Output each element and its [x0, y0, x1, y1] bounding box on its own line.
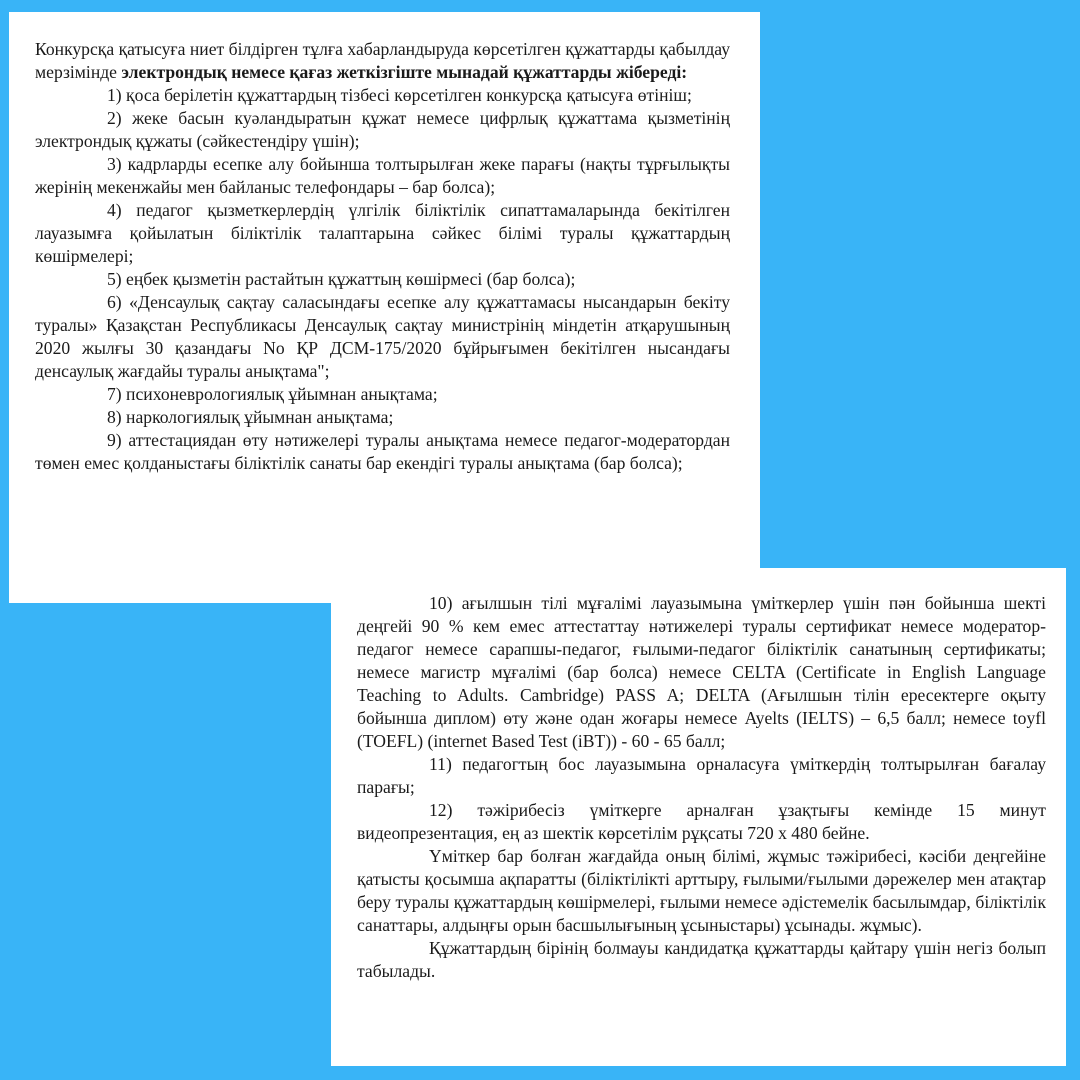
- document-page-top: [9, 12, 760, 603]
- list-item-12: 12) тәжірибесіз үміткерге арналған ұзақтығы кемінде 15 минут видеопрезентация, ең аз шектік көрсетілім рұқсаты 720 x 480 бейне.: [357, 800, 1046, 843]
- list-item-6: 6) «Денсаулық сақтау саласындағы есепке алу құжаттамасы нысандарын бекіту туралы» Қазақстан Республикасы Денсаулық сақтау министрінің міндетін атқарушының 2020 жылғы 30 қазандағы No ҚР ДСМ-175/2020 бұйрығымен бекітілген нысандағы денсаулық жағдайы туралы анықтама";: [35, 292, 730, 381]
- list-item-7: 7) психоневрологиялық ұйымнан анықтама;: [107, 384, 438, 404]
- list-item-4: 4) педагог қызметкерлердің үлгілік біліктілік сипаттамаларында бекітілген лауазымға қойылатын біліктілік талаптарына сәйкес білімі туралы құжаттардың көшірмелері;: [35, 200, 730, 266]
- intro-text: Конкурсқа қатысуға ниет білдірген тұлға хабарландыруда көрсетілген құжаттарды қабылдау мерзімінде: [35, 39, 730, 82]
- list-item-1: 1) қоса берілетін құжаттардың тізбесі көрсетілген конкурсқа қатысуға өтініш;: [107, 85, 692, 105]
- list-item-11: 11) педагогтың бос лауазымына орналасуға үміткердің толтырылған бағалау парағы;: [357, 754, 1046, 797]
- closing-paragraph: Құжаттардың бірінің болмауы кандидатқа құжаттарды қайтару үшін негіз болып табылады.: [357, 938, 1046, 981]
- intro-paragraph: [35, 38, 730, 84]
- list-item-9: 9) аттестациядан өту нәтижелері туралы анықтама немесе педагог-модератордан төмен емес қолданыстағы біліктілік санаты бар екендігі туралы анықтама (бар болса);: [35, 430, 730, 473]
- intro-bold-text: электрондық немесе қағаз жеткізгіште мынадай құжаттарды жібереді:: [121, 62, 688, 82]
- document-page-bottom: [331, 568, 1066, 1066]
- additional-info-paragraph: Үміткер бар болған жағдайда оның білімі, жұмыс тәжірибесі, кәсіби деңгейіне қатысты қосымша ақпаратты (біліктілікті арттыру, ғылыми/ғылыми дәрежелер мен атақтар беру туралы құжаттардың көшірмелері, ғылыми немесе әдістемелік басылымдар, біліктілік санаттары, алдыңғы орын басшылығының ұсыныстары) ұсынады. жұмыс).: [357, 846, 1046, 935]
- list-item-8: 8) наркологиялық ұйымнан анықтама;: [107, 407, 394, 427]
- list-item-3: 3) кадрларды есепке алу бойынша толтырылған жеке парағы (нақты тұрғылықты жерінің мекенжайы мен байланыс телефондары – бар болса);: [35, 154, 730, 197]
- list-item-2: 2) жеке басын куәландыратын құжат немесе цифрлық құжаттама қызметінің электрондық құжаты (сәйкестендіру үшін);: [35, 108, 730, 151]
- list-item-10: 10) ағылшын тілі мұғалімі лауазымына үміткерлер үшін пән бойынша шекті деңгейі 90 % кем емес аттестаттау нәтижелері туралы сертификат немесе модератор-педагог немесе сарапшы-педагог, ғылыми-педагог біліктілік санатының сертификаты; немесе магистр мұғалімі (бар болса) немесе CELTA (Certificate in English Language Teaching to Adults. Cambridge) PASS A; DELTA (Ағылшын тілін ересектерге оқыту бойынша диплом) өту және одан жоғары немесе Ayelts (IELTS) – 6,5 балл; немесе toyfl (TOEFL) (internet Based Test (iBT)) - 60 - 65 балл;: [357, 593, 1046, 751]
- list-item-5: 5) еңбек қызметін растайтын құжаттың көшірмесі (бар болса);: [107, 269, 576, 289]
